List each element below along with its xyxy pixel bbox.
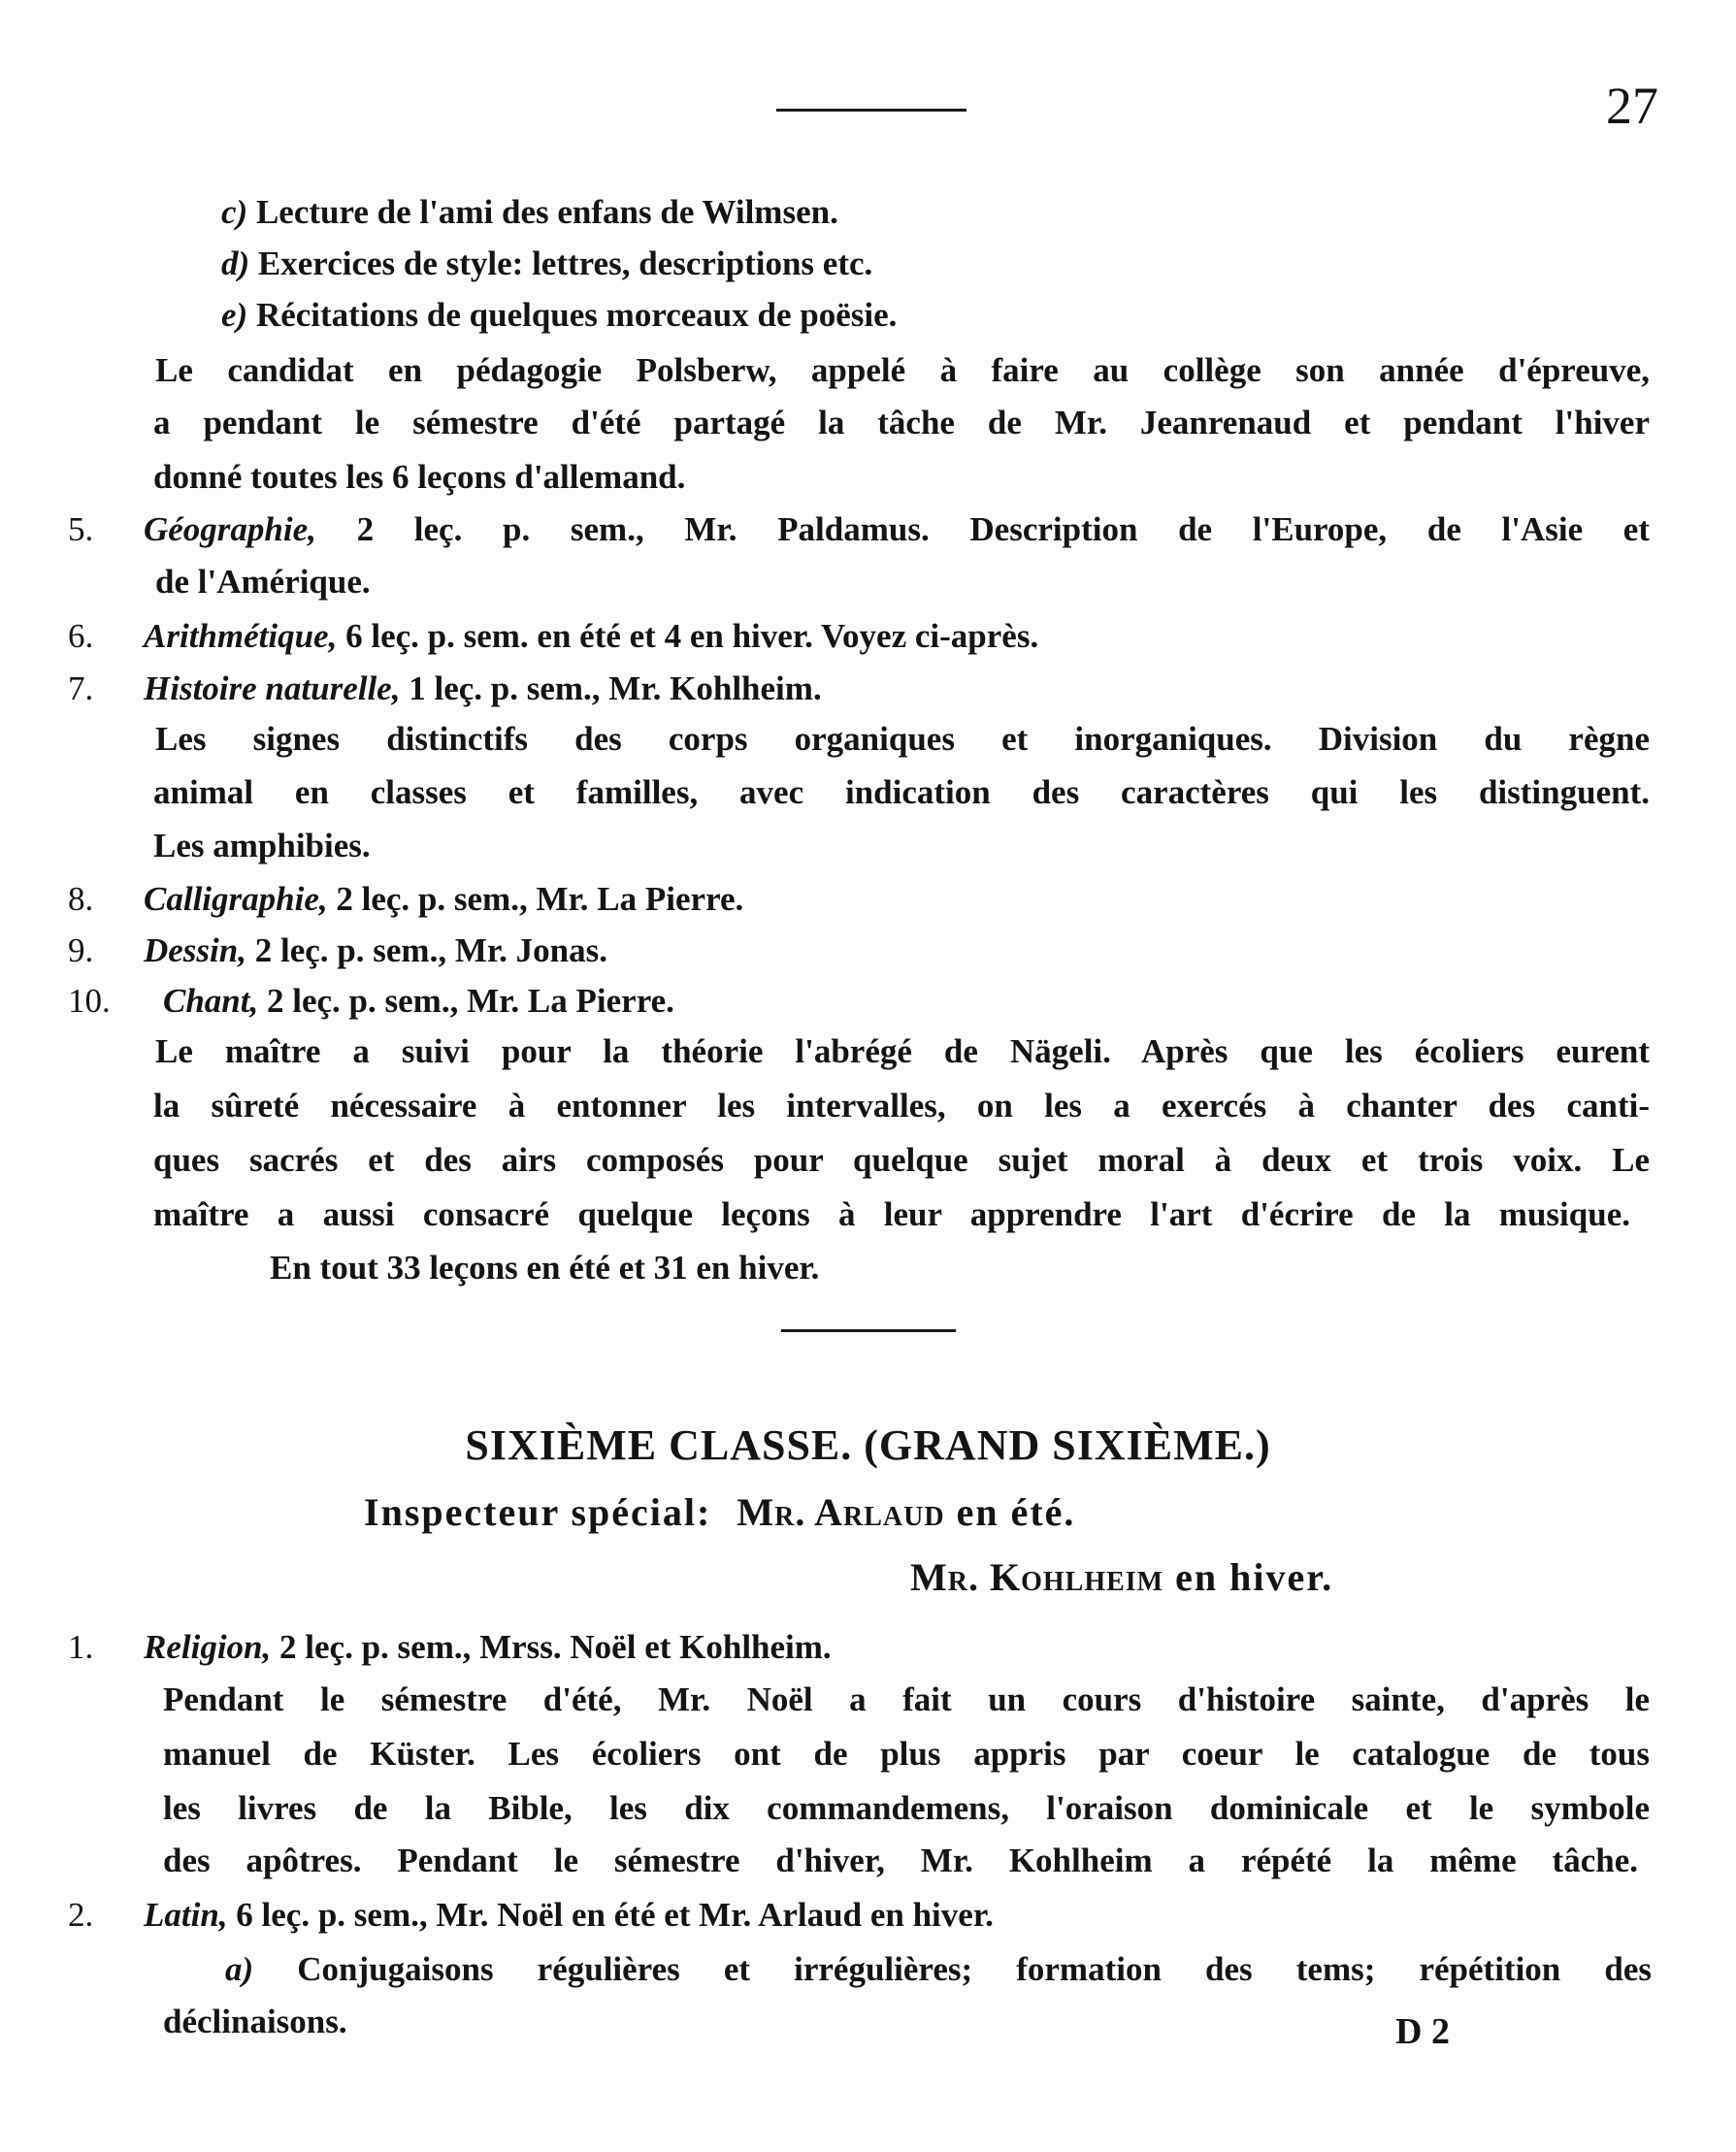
- list-item: Religion, 2 leç. p. sem., Mrss. Noël et Kohlheim.: [144, 1628, 832, 1666]
- top-rule: [776, 109, 966, 112]
- paragraph-line: Le maître a suivi pour la théorie l'abrégé de Nägeli. Après que les écoliers eurent: [155, 1032, 1650, 1070]
- list-item: Calligraphie, 2 leç. p. sem., Mr. La Pierre.: [144, 880, 744, 918]
- list-item: e) Récitations de quelques morceaux de poësie.: [221, 296, 898, 334]
- paragraph-line: Pendant le sémestre d'été, Mr. Noël a fait un cours d'histoire sainte, d'après le: [163, 1680, 1650, 1718]
- item-number: 2.: [68, 1896, 94, 1934]
- paragraph-line: donné toutes les 6 leçons d'allemand.: [153, 458, 686, 496]
- list-item: a) Conjugaisons régulières et irrégulières; formation des tems; répétition des: [225, 1950, 1652, 1988]
- inspector-line: Mr. Kohlheim en hiver.: [910, 1555, 1334, 1599]
- list-item: Latin, 6 leç. p. sem., Mr. Noël en été et Mr. Arlaud en hiver.: [144, 1896, 994, 1934]
- paragraph-line: Les amphibies.: [153, 827, 371, 864]
- item-number: 7.: [68, 669, 94, 707]
- item-number: 6.: [68, 617, 94, 655]
- list-item: Histoire naturelle, 1 leç. p. sem., Mr. Kohlheim.: [144, 669, 822, 707]
- list-item-continuation: déclinaisons.: [163, 2003, 347, 2040]
- list-item: d) Exercices de style: lettres, descriptions etc.: [221, 245, 873, 282]
- paragraph-line: manuel de Küster. Les écoliers ont de plus appris par coeur le catalogue de tous: [163, 1735, 1650, 1773]
- paragraph-line: a pendant le sémestre d'été partagé la tâche de Mr. Jeanrenaud et pendant l'hiver: [153, 404, 1650, 441]
- list-item: Chant, 2 leç. p. sem., Mr. La Pierre.: [163, 982, 674, 1020]
- paragraph-line: Les signes distinctifs des corps organiques et inorganiques. Division du règne: [155, 720, 1650, 758]
- item-number: 5.: [68, 510, 94, 548]
- class-heading: SIXIÈME CLASSE. (GRAND SIXIÈME.): [465, 1421, 1271, 1469]
- section-rule: [781, 1329, 956, 1332]
- list-item: Dessin, 2 leç. p. sem., Mr. Jonas.: [144, 931, 608, 969]
- paragraph-line: maître a aussi consacré quelque leçons à leur apprendre l'art d'écrire de la musique.: [153, 1195, 1630, 1233]
- total-line: En tout 33 leçons en été et 31 en hiver.: [270, 1249, 820, 1287]
- paragraph-line: animal en classes et familles, avec indication des caractères qui les distinguent.: [153, 773, 1650, 811]
- item-number: 1.: [68, 1628, 94, 1666]
- list-item-continuation: de l'Amérique.: [155, 563, 371, 601]
- item-number: 10.: [68, 982, 111, 1020]
- list-item: Arithmétique, 6 leç. p. sem. en été et 4 en hiver. Voyez ci-après.: [144, 617, 1039, 655]
- paragraph-line: Le candidat en pédagogie Polsberw, appelé à faire au collège son année d'épreuve,: [155, 351, 1650, 389]
- paragraph-line: la sûreté nécessaire à entonner les intervalles, on les a exercés à chanter des canti-: [153, 1087, 1650, 1125]
- signature-mark: D 2: [1395, 2011, 1450, 2052]
- item-number: 8.: [68, 880, 94, 918]
- paragraph-line: ques sacrés et des airs composés pour quelque sujet moral à deux et trois voix. Le: [153, 1141, 1650, 1179]
- inspector-line: Inspecteur spécial: Mr. Arlaud en été.: [364, 1490, 1076, 1534]
- paragraph-line: les livres de la Bible, les dix commandemens, l'oraison dominicale et le symbole: [163, 1789, 1650, 1827]
- list-item: c) Lecture de l'ami des enfans de Wilmsen.: [221, 193, 838, 231]
- list-item: Géographie, 2 leç. p. sem., Mr. Paldamus. Description de l'Europe, de l'Asie et: [144, 510, 1651, 548]
- item-number: 9.: [68, 931, 94, 969]
- paragraph-line: des apôtres. Pendant le sémestre d'hiver, Mr. Kohlheim a répété la même tâche.: [163, 1842, 1638, 1879]
- page-number: 27: [1606, 77, 1658, 135]
